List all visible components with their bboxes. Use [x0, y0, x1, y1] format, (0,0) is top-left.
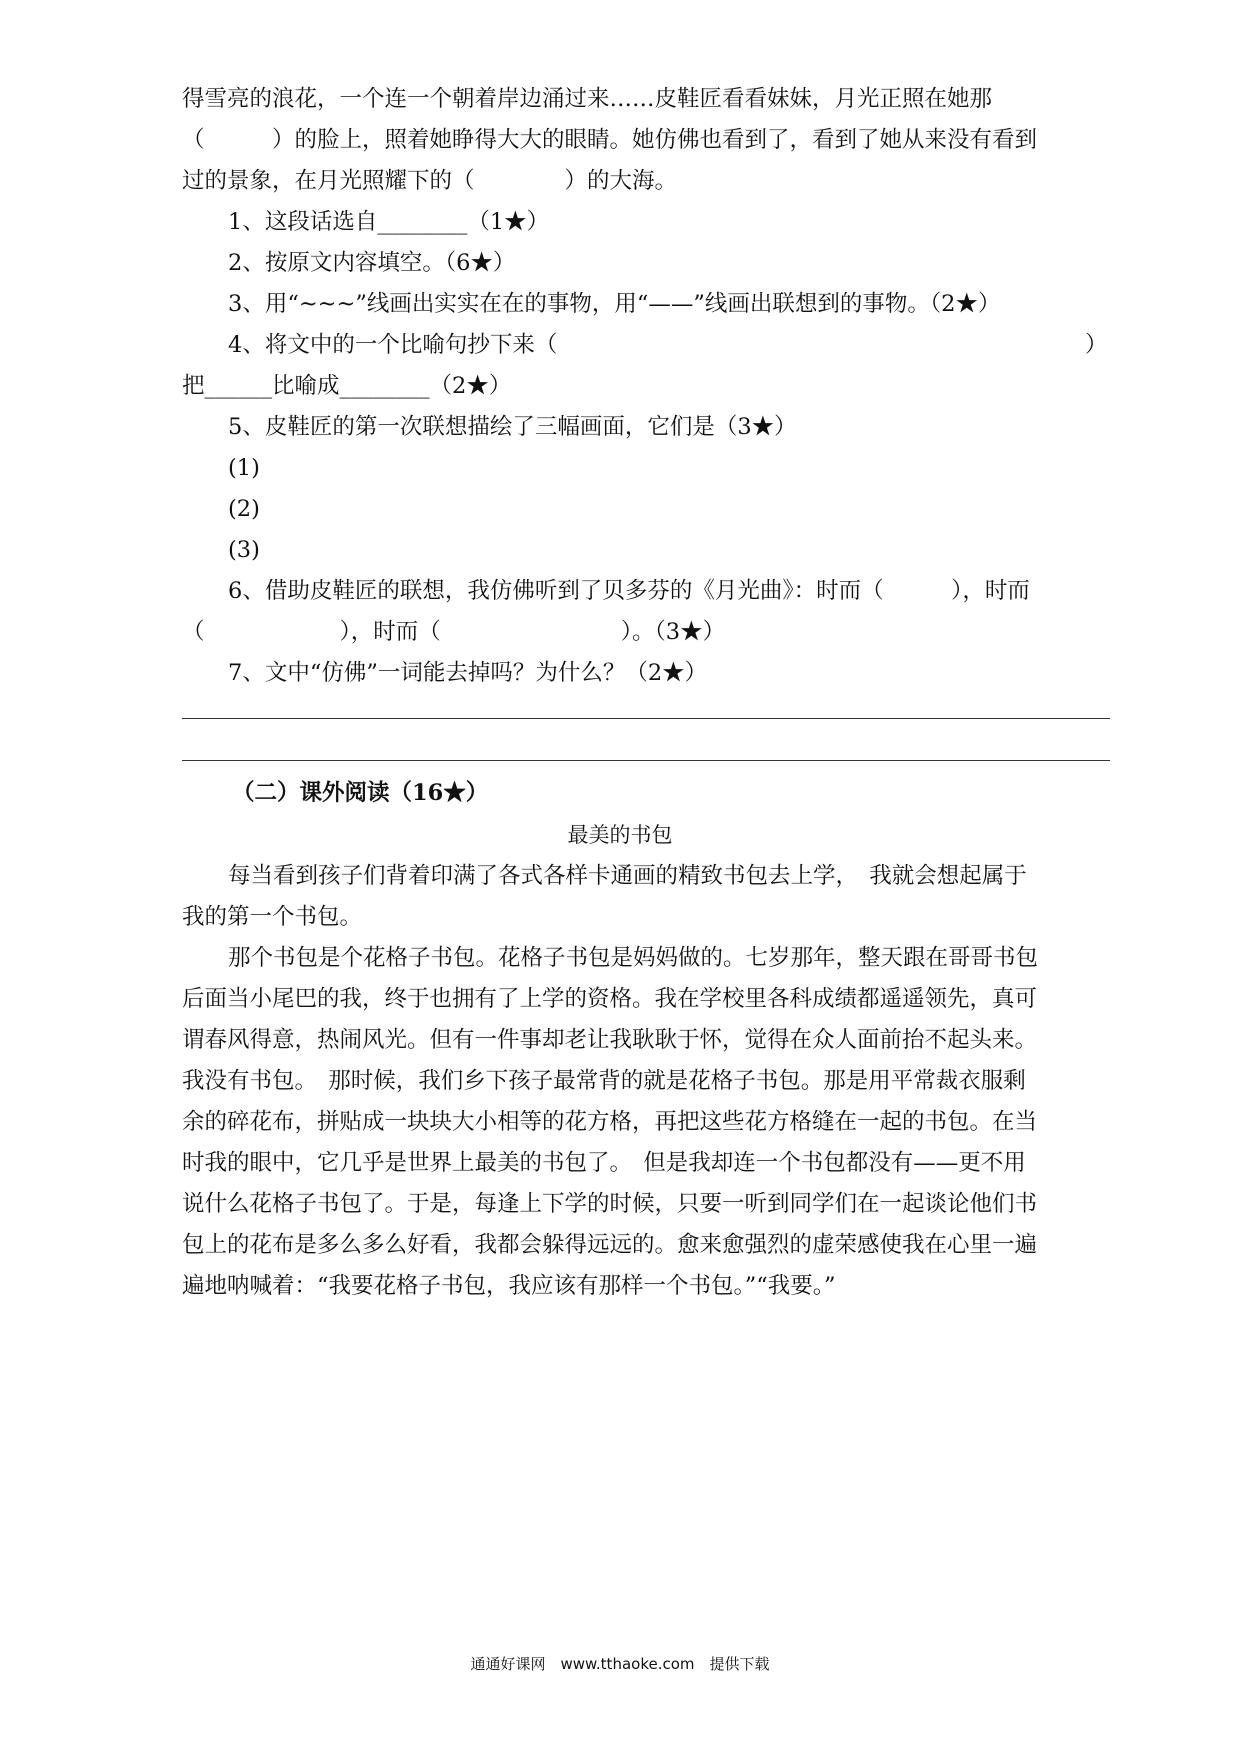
paragraph-line: 我的第一个书包。 — [182, 904, 363, 930]
question-4: 4、将文中的一个比喻句抄下来（ — [228, 332, 558, 358]
paragraph-line: 每当看到孩子们背着印满了各式各样卡通画的精致书包去上学， 我就会想起属于 — [228, 863, 1027, 889]
paragraph-line: 包上的花布是多么多么好看，我都会躲得远远的。愈来愈强烈的虚荣感使我在心里一遍 — [182, 1232, 1038, 1258]
reading-title: 最美的书包 — [567, 823, 673, 847]
answer-line — [182, 718, 1110, 719]
question-1: 1、这段话选自________（1★） — [228, 209, 550, 235]
section-heading: （二）课外阅读（16★） — [232, 780, 489, 806]
question-6: 6、借助皮鞋匠的联想，我仿佛听到了贝多芬的《月光曲》：时而（ ），时而 — [228, 578, 1030, 604]
question-5-item-1: (1) — [228, 455, 260, 481]
paragraph-line: 那个书包是个花格子书包。花格子书包是妈妈做的。七岁那年，整天跟在哥哥书包 — [228, 945, 1039, 971]
question-3: 3、用“~~~”线画出实实在在的事物，用“——”线画出联想到的事物。（2★） — [228, 291, 1001, 317]
paragraph-line: 遍地呐喊着：“我要花格子书包，我应该有那样一个书包。”“我要。” — [182, 1273, 836, 1299]
paragraph-line: 我没有书包。 那时候，我们乡下孩子最常背的就是花格子书包。那是用平常裁衣服剩 — [182, 1068, 1026, 1094]
question-2: 2、按原文内容填空。（6★） — [228, 250, 516, 276]
page-footer: 通通好课网 www.tthaoke.com 提供下载 — [470, 1655, 770, 1673]
question-5: 5、皮鞋匠的第一次联想描绘了三幅画面，它们是（3★） — [228, 414, 797, 440]
question-5-item-2: (2) — [228, 496, 260, 522]
paragraph-line: 谓春风得意，热闹风光。但有一件事却老让我耿耿于怀，觉得在众人面前抬不起头来。 — [182, 1027, 1038, 1053]
paragraph-line: 余的碎花布，拼贴成一块块大小相等的花方格，再把这些花方格缝在一起的书包。在当 — [182, 1109, 1038, 1135]
paragraph-line: 说什么花格子书包了。于是，每逢上下学的时候，只要一听到同学们在一起谈论他们书 — [182, 1191, 1038, 1217]
passage-line: （ ）的脸上，照着她睁得大大的眼睛。她仿佛也看到了，看到了她从来没有看到 — [182, 127, 1038, 153]
paragraph-line: 时我的眼中，它几乎是世界上最美的书包了。 但是我却连一个书包都没有——更不用 — [182, 1150, 1026, 1176]
question-7: 7、文中“仿佛”一词能去掉吗？为什么？（2★） — [228, 660, 708, 686]
question-6-continued: （ ），时而（ ）。（3★） — [182, 619, 726, 645]
question-4-close-paren: ） — [1085, 332, 1108, 358]
passage-line: 过的景象，在月光照耀下的（ ）的大海。 — [182, 168, 678, 194]
question-5-item-3: (3) — [228, 537, 260, 563]
paragraph-line: 后面当小尾巴的我，终于也拥有了上学的资格。我在学校里各科成绩都遥遥领先，真可 — [182, 986, 1038, 1012]
answer-line — [182, 760, 1110, 761]
passage-line: 得雪亮的浪花，一个连一个朝着岸边涌过来……皮鞋匠看看妹妹，月光正照在她那 — [182, 86, 993, 112]
question-4-fill: 把______比喻成________（2★） — [182, 373, 512, 399]
